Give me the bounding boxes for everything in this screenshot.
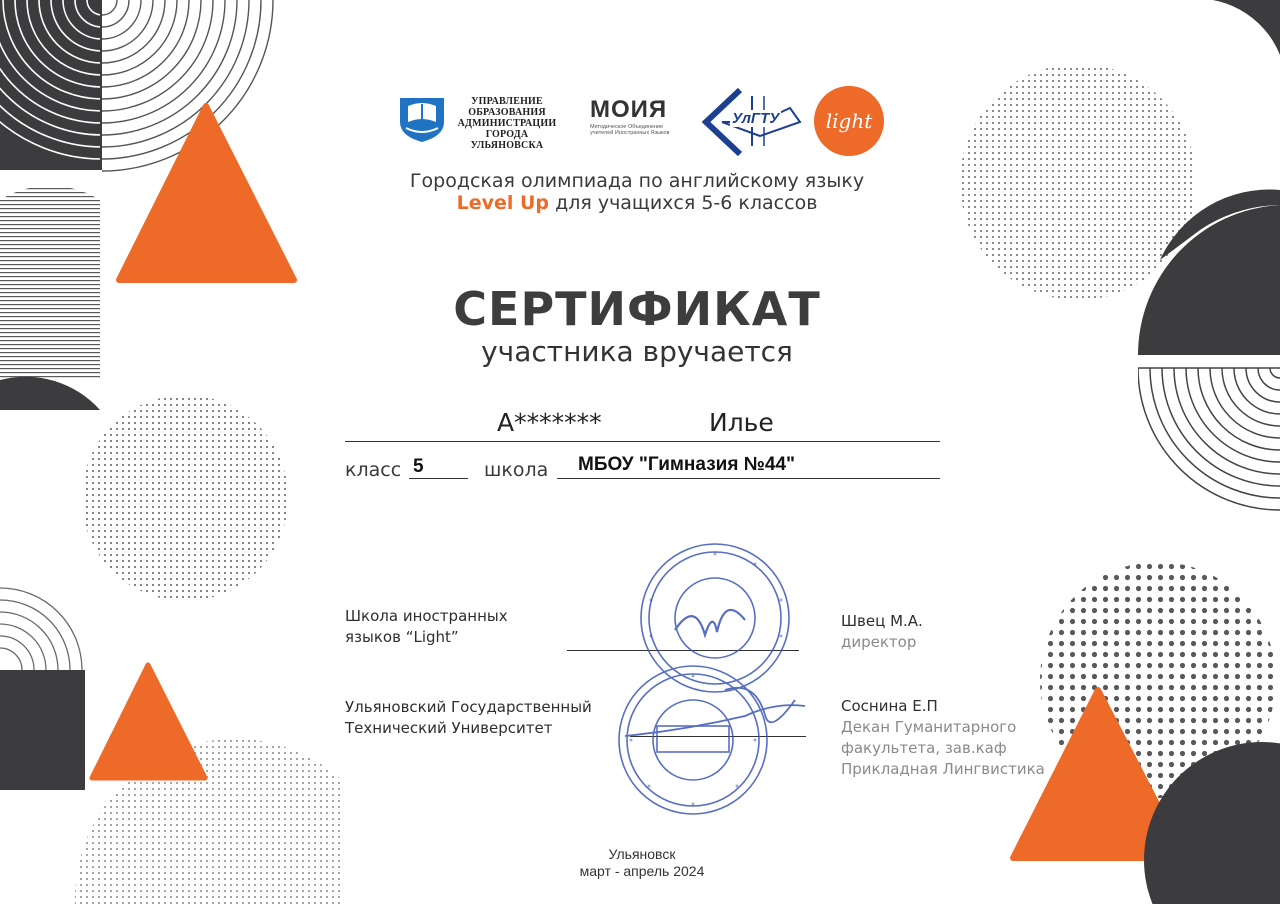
olympiad-title-line2 — [317, 192, 957, 214]
olympiad-title-line2-rest: для учащихся 5-6 классов — [549, 192, 818, 214]
moiya-logo-subtitle: Методическое Объединение учителей Иностранных Языков — [590, 124, 670, 136]
name-underline — [345, 441, 940, 442]
school-label: школа — [484, 459, 549, 481]
signatory-1-org: Школа иностранных языков “Light” — [345, 607, 508, 646]
certificate-subtitle: участника вручается — [481, 335, 793, 368]
dark-block-left-bottom — [0, 670, 85, 790]
uprav-logo-text: УПРАВЛЕНИЕ ОБРАЗОВАНИЯ АДМИНИСТРАЦИИ ГОРОДА УЛЬЯНОВСКА — [457, 96, 557, 151]
footer-city: Ульяновск — [608, 846, 676, 862]
ulgtu-logo — [700, 86, 805, 156]
level-up-accent: Level Up — [456, 192, 550, 214]
signatory-2-role: Декан Гуманитарного факультета, зав.каф Прикладная Лингвистика — [841, 718, 1045, 778]
olympiad-title — [317, 170, 957, 214]
certificate-title: СЕРТИФИКАТ — [453, 282, 821, 336]
footer — [542, 846, 742, 880]
recipient-surname: А******* — [497, 408, 602, 437]
dotted-circle-right — [960, 64, 1196, 300]
class-value: 5 — [413, 456, 424, 477]
orange-triangle-bottom-left — [92, 665, 205, 778]
school-underline — [557, 478, 940, 479]
ulgtu-logo-text: УлГТУ — [732, 110, 780, 127]
light-logo-text: light — [825, 109, 873, 133]
footer-dates: март - апрель 2024 — [579, 863, 705, 879]
moiya-logo — [590, 96, 678, 136]
moiya-logo-name: МОИЯ — [590, 96, 668, 123]
signatory-1-role: директор — [841, 633, 917, 651]
signatory-1-name: Швец М.А. — [841, 612, 923, 630]
signatory-2-org: Ульяновский Государственный Технический Университет — [345, 698, 592, 737]
signatory-2-name: Соснина Е.П — [841, 697, 938, 715]
uprav-shield-logo — [396, 92, 448, 144]
class-label: класс — [345, 459, 402, 481]
recipient-first-name: Илье — [709, 408, 774, 437]
striped-shape-left — [0, 186, 100, 380]
official-stamps — [605, 540, 815, 820]
class-underline — [409, 478, 468, 479]
school-value: МБОУ "Гимназия №44" — [578, 454, 796, 475]
light-logo — [814, 86, 884, 156]
dark-corner-top-right — [1180, 0, 1280, 55]
olympiad-title-line1: Городская олимпиада по английскому языку — [409, 170, 865, 192]
orange-triangle-top-left — [119, 106, 294, 280]
dotted-circle-left — [82, 395, 288, 601]
